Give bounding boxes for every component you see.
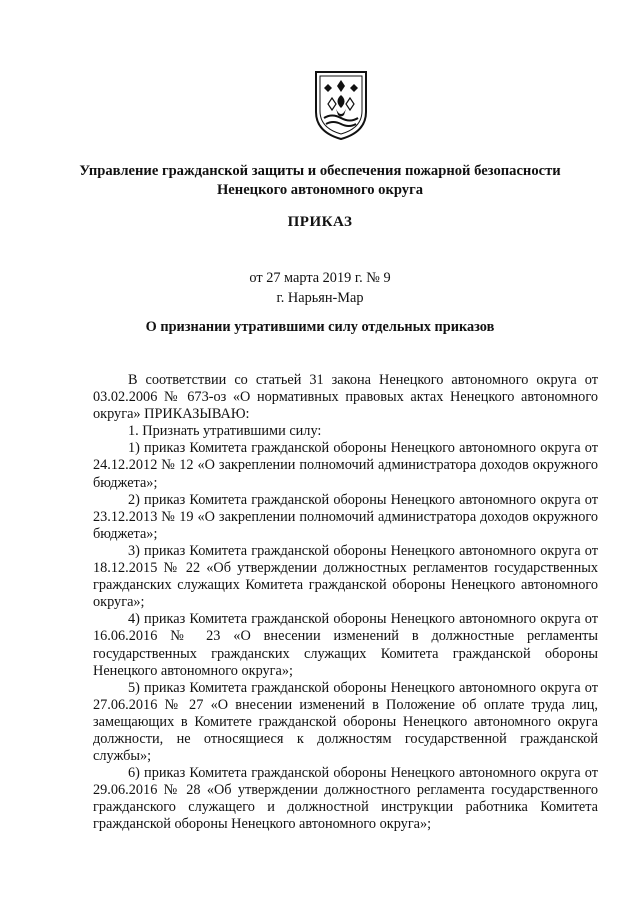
point-1: 1. Признать утратившими силу: xyxy=(128,423,322,440)
coat-of-arms-emblem xyxy=(310,68,372,142)
preamble-paragraph: В соответствии со статьей 31 закона Ненецкого автономного округа от 03.02.2006 № 673-оз «О нормативных правовых актах Ненецкого автономного округа» ПРИКАЗЫВАЮ: xyxy=(93,372,598,423)
list-item: 6) приказ Комитета гражданской обороны Ненецкого автономного округа от 29.06.2016 № 28 «Об утверждении должностного регламента государственного гражданского служащего и должностной инструкции работника Комитета гражданской обороны Ненецкого автономного округа»; xyxy=(93,765,598,833)
document-subject: О признании утратившими силу отдельных приказов xyxy=(145,319,495,335)
organization-name-line1: Управление гражданской защиты и обеспечения пожарной безопасности xyxy=(79,163,561,179)
list-item: 2) приказ Комитета гражданской обороны Ненецкого автономного округа от 23.12.2013 № 19 «О закреплении полномочий администратора доходов окружного бюджета»; xyxy=(93,491,598,542)
city: г. Нарьян-Мар xyxy=(276,290,364,306)
date-and-number: от 27 марта 2019 г. № 9 xyxy=(249,270,391,286)
document-body xyxy=(93,372,598,834)
organization-name xyxy=(60,162,580,200)
document-type: ПРИКАЗ xyxy=(287,214,353,230)
list-item: 1) приказ Комитета гражданской обороны Ненецкого автономного округа от 24.12.2012 № 12 «О закреплении полномочий администратора доходов окружного бюджета»; xyxy=(93,440,598,491)
organization-name-line2: Ненецкого автономного округа xyxy=(216,182,424,198)
document-meta xyxy=(60,268,580,308)
list-item: 4) приказ Комитета гражданской обороны Ненецкого автономного округа от 16.06.2016 № 23 «О внесении изменений в должностные регламенты государственных гражданских служащих Комитета гражданской обороны Ненецкого автономного округа»; xyxy=(93,611,598,679)
list-item: 5) приказ Комитета гражданской обороны Ненецкого автономного округа от 27.06.2016 № 27 «О внесении изменений в Положение об оплате труда лиц, замещающих в Комитете гражданской обороны Ненецкого автономного округа должности, не относящиеся к должностям государственной гражданской службы»; xyxy=(93,679,598,765)
list-item: 3) приказ Комитета гражданской обороны Ненецкого автономного округа от 18.12.2015 № 22 «Об утверждении должностных регламентов государственных гражданских служащих Комитета гражданской обороны Ненецкого автономного округа»; xyxy=(93,542,598,611)
